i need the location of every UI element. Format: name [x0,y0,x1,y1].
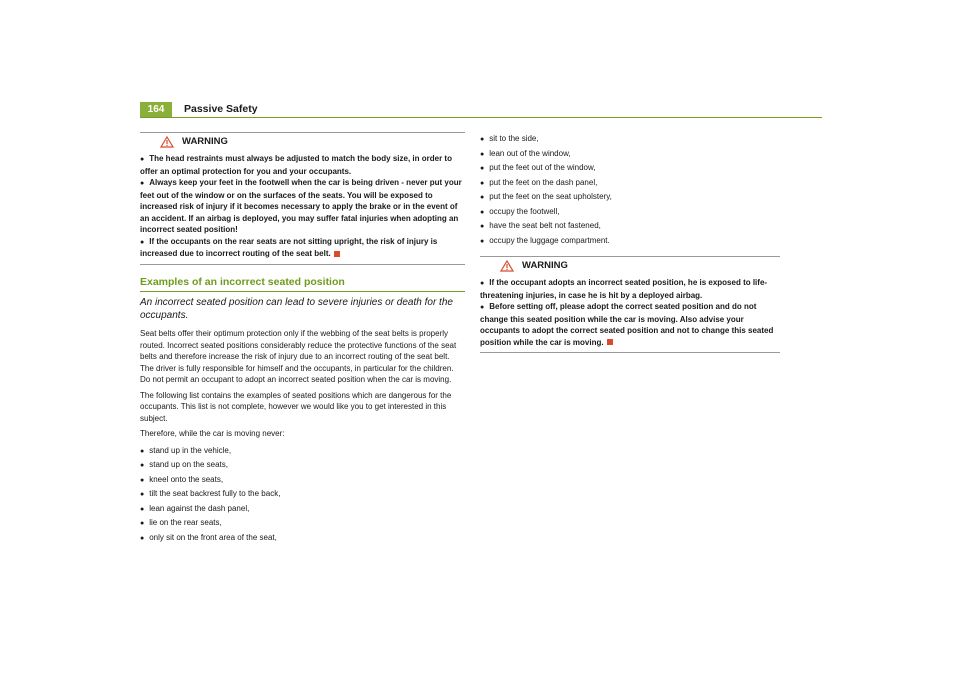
warning-item: ● If the occupant adopts an incorrect seated position, he is exposed to life-threatening injuries, in case he is hit by a deployed airbag. [480,278,768,300]
bullet-icon: ● [140,447,145,455]
bullet-icon: ● [480,136,485,143]
list-item: ● lean against the dash panel, [140,503,250,513]
intro-text: An incorrect seated position can lead to severe injuries or death for the occupants. [140,297,453,321]
section-title: Passive Safety [184,103,258,115]
bullet-icon: ● [480,223,485,230]
warning-item: ● If the occupants on the rear seats are not sitting upright, the risk of injury is increased due to incorrect routing of the seat belt. [140,236,438,258]
list-item: ● put the feet on the seat upholstery, [480,192,612,201]
warning-item: ● The head restraints must always be adjusted to match the body size, in order to offer an optimal protection for you and your occupants. [140,154,452,176]
paragraph: The following list contains the examples of seated positions which are dangerous for the occupants. This list is not complete, however we would like you to get interested in this subject. [140,390,452,423]
paragraph: Seat belts offer their optimum protection only if the webbing of the seat belts is properly routed. Incorrect seated positions considerably reduce the protective functions of the seat belts and therefore increase the risk of injury due to an incorrect routing of the seat belt. The driver is fully responsible for himself and the occupants, in particular for the children. Do not permit an occupant to adopt an incorrect seated position when the car is moving. [140,329,457,384]
bullet-icon: ● [140,476,145,484]
list-item: ● lie on the rear seats, [140,518,222,527]
list-item: ● lean out of the window, [480,148,571,158]
list-item: ● occupy the footwell, [480,206,560,216]
end-mark-icon [334,251,340,257]
bullet-icon: ● [480,179,485,187]
warning-box [480,256,780,353]
right-column [480,132,780,353]
bullet-icon: ● [480,280,485,287]
list-item: ● sit to the side, [480,134,539,143]
bullet-icon: ● [480,304,485,311]
warning-header [480,257,780,275]
header-rule [140,117,822,118]
bullet-icon: ● [140,491,145,498]
list-item: ● only sit on the front area of the seat, [140,532,277,542]
warning-title: WARNING [182,136,228,148]
bullet-icon: ● [140,520,145,527]
list-item: ● stand up in the vehicle, [140,445,232,455]
warning-box [140,132,465,265]
list-item: ● put the feet out of the window, [480,163,596,172]
warning-triangle-icon [160,136,174,148]
bullet-icon: ● [140,180,145,187]
warning-item: ● Before setting off, please adopt the correct seated position and do not change this seated position while the car is moving. Also advise your occupants to adopt the correct seated position and not to change this seated position while the car is moving. [480,302,774,347]
bullet-icon: ● [140,505,145,513]
list-item: ● stand up on the seats, [140,460,228,469]
list-item: ● tilt the seat backrest fully to the back, [140,489,281,498]
bullet-icon: ● [480,194,485,201]
list-item: ● occupy the luggage compartment. [480,235,610,245]
list-item: ● put the feet on the dash panel, [480,177,598,187]
left-column [140,132,465,545]
warning-header [140,133,465,151]
warning-title: WARNING [522,260,568,272]
end-mark-icon [607,339,613,345]
bullet-icon: ● [140,462,145,469]
list-item: ● have the seat belt not fastened, [480,221,601,230]
bullet-icon: ● [480,165,485,172]
page-number: 164 [140,102,172,118]
bullet-icon: ● [140,156,145,163]
bullet-icon: ● [480,237,485,245]
warning-triangle-icon [500,260,514,272]
warning-item: ● Always keep your feet in the footwell when the car is being driven - never put your feet out of the window or on the surfaces of the seats. You will be exposed to increased risk of injury if it becomes necessary to apply the brake or in the event of an accident. If an airbag is deployed, you may suffer fatal injuries when adopting an incorrect seated position! [140,178,462,234]
paragraph: Therefore, while the car is moving never: [140,429,285,438]
bullet-icon: ● [140,534,145,542]
bullet-icon: ● [480,150,485,158]
subheading: Examples of an incorrect seated position [140,277,465,293]
bullet-icon: ● [140,238,145,246]
list-item: ● kneel onto the seats, [140,474,224,484]
bullet-icon: ● [480,208,485,216]
